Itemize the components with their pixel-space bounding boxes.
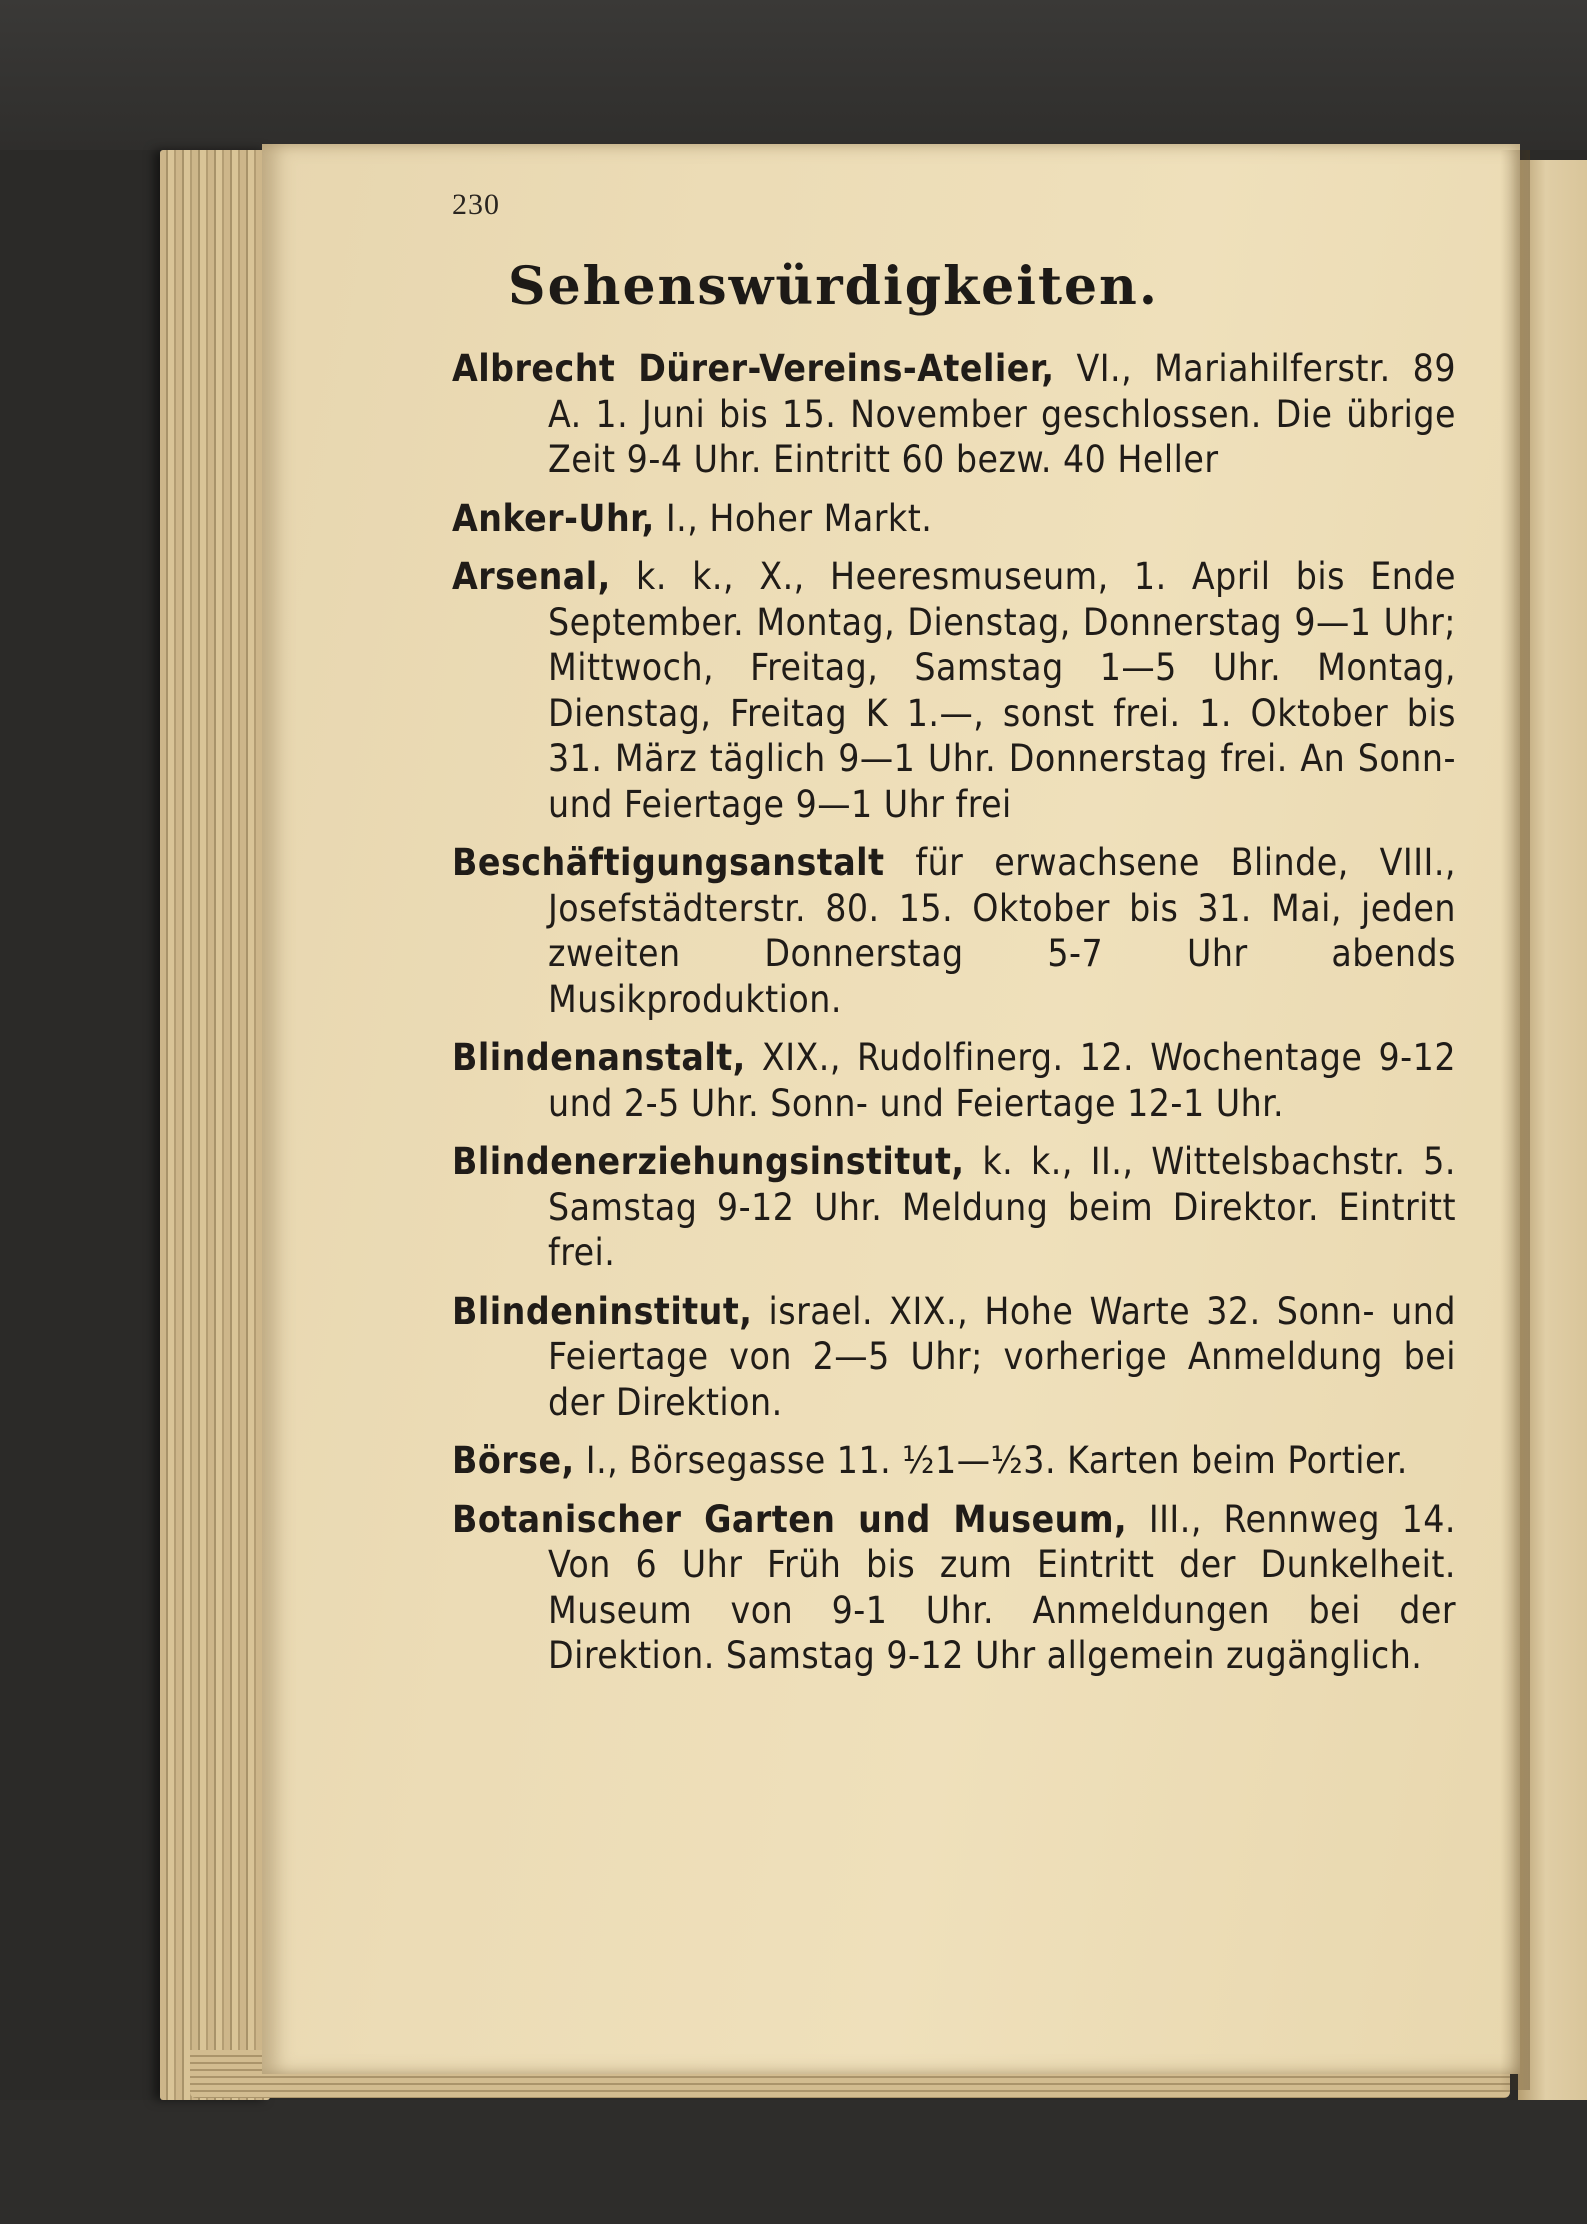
page-number: 230 [452, 188, 500, 221]
background-top [0, 0, 1587, 150]
list-item [452, 346, 1456, 483]
entry-name: Blindenerziehungsinstitut, [452, 1140, 965, 1183]
entry-name: Beschäftigungsanstalt [452, 841, 885, 884]
entry-list [452, 346, 1456, 1692]
entry-name: Albrecht Dürer-Vereins-Atelier, [452, 347, 1055, 390]
list-item [452, 1438, 1456, 1484]
list-item [452, 1497, 1456, 1679]
page-stack-edges [160, 150, 270, 2100]
entry-name: Blindeninstitut, [452, 1289, 753, 1333]
list-item [452, 1139, 1456, 1276]
gutter-shadow [1500, 150, 1530, 2090]
list-item [452, 1289, 1456, 1426]
list-item [452, 1035, 1456, 1126]
entry-text: israel. XIX., Hohe Warte 32. Sonn- und Feiertage von 2—5 Uhr; vorherige Anmeldung bei der Direktion. [548, 1289, 1456, 1424]
entry-name: Anker-Uhr, [452, 496, 655, 540]
entry-text: k. k., II., Wittelsbachstr. 5. Samstag 9-12 Uhr. Meldung beim Direktor. Eintritt frei. [548, 1140, 1456, 1274]
entry-name: Botanischer Garten und Museum, [452, 1497, 1128, 1541]
entry-text: I., Hoher Markt. [654, 496, 933, 540]
entry-text: k. k., X., Heeresmuseum, 1. April bis Ende September. Montag, Dienstag, Donnerstag 9—1 Uhr; Mittwoch, Freitag, Samstag 1—5 Uhr. Montag, Dienstag, Freitag K 1.—, sonst frei. 1. Oktober bis 31. März täglich 9—1 Uhr. Donnerstag frei. An Sonn- und Feiertage 9—1 Uhr frei [548, 555, 1456, 826]
entry-text: III., Rennweg 14. Von 6 Uhr Früh bis zum Eintritt der Dunkelheit. Museum von 9-1 Uhr. Anmeldungen bei der Direktion. Samstag 9-12 Uhr allgemein zugänglich. [548, 1497, 1456, 1677]
background-bottom [0, 2100, 1587, 2224]
entry-name: Börse, [452, 1439, 575, 1482]
entry-text: VI., Mariahilferstr. 89 A. 1. Juni bis 15. November geschlossen. Die übrige Zeit 9-4 Uhr. Eintritt 60 bezw. 40 Heller [548, 347, 1456, 481]
list-item [452, 840, 1456, 1022]
list-item [452, 496, 1456, 542]
page-title: Sehenswürdigkeiten. [508, 256, 1159, 317]
entry-text: XIX., Rudolfinerg. 12. Wochentage 9-12 und 2-5 Uhr. Sonn- und Feiertage 12-1 Uhr. [548, 1036, 1456, 1125]
entry-text: I., Börsegasse 11. ½1—½3. Karten beim Portier. [574, 1439, 1408, 1482]
entry-name: Blindenanstalt, [452, 1036, 746, 1079]
entry-name: Arsenal, [452, 555, 611, 598]
list-item [452, 554, 1456, 827]
entry-text: für erwachsene Blinde, VIII., Josefstädterstr. 80. 15. Oktober bis 31. Mai, jeden zweiten Donnerstag 5-7 Uhr abends Musikproduktion. [548, 841, 1456, 1021]
